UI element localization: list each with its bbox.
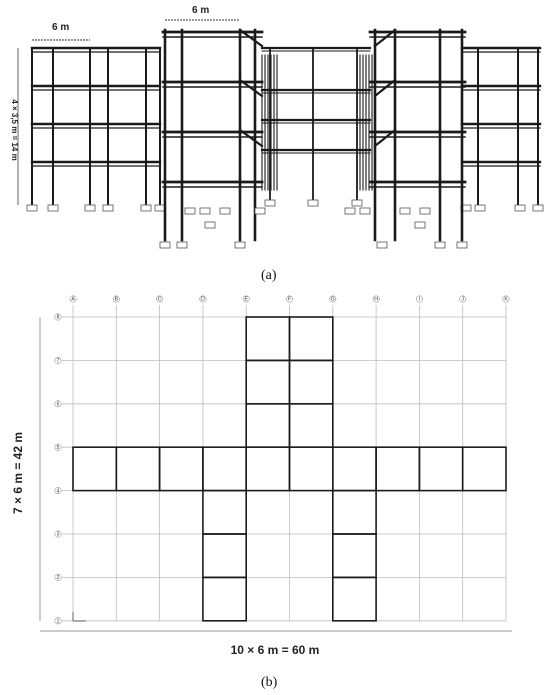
plan-grid-view bbox=[0, 290, 550, 690]
dimension-plan-height bbox=[11, 317, 40, 621]
grid-letter-label: F bbox=[287, 296, 292, 303]
building-bay bbox=[203, 534, 246, 577]
grid-letter-label: D bbox=[201, 296, 205, 303]
caption-a: (a) bbox=[261, 268, 277, 283]
footing bbox=[457, 242, 467, 248]
footing bbox=[308, 200, 318, 206]
footing bbox=[360, 208, 370, 214]
footing bbox=[265, 200, 275, 206]
footing bbox=[420, 208, 430, 214]
grid-bubbles bbox=[55, 296, 509, 625]
grid-number-label: 4 bbox=[56, 488, 60, 495]
grid-number-label: 5 bbox=[56, 444, 60, 451]
building-bay bbox=[246, 360, 289, 403]
grid-number-label: 7 bbox=[56, 358, 60, 365]
grid-number-label: 3 bbox=[56, 531, 60, 538]
grid-letter-label: H bbox=[374, 296, 378, 303]
building-bay bbox=[463, 447, 506, 490]
grid-letter-label: G bbox=[330, 296, 335, 303]
plan-width-label: 10 × 6 m = 60 m bbox=[230, 643, 320, 657]
grid-number-label: 8 bbox=[56, 314, 60, 321]
footing bbox=[352, 200, 362, 206]
footing bbox=[85, 205, 95, 211]
bay-width-label-left: 6 m bbox=[52, 22, 70, 33]
building-bay bbox=[333, 577, 376, 620]
grid-letter-label: J bbox=[461, 296, 464, 303]
footing bbox=[200, 208, 210, 214]
footing bbox=[255, 208, 265, 214]
footing bbox=[345, 208, 355, 214]
building-bay bbox=[203, 447, 246, 490]
building-bay bbox=[73, 447, 116, 490]
plan-height-label: 7 × 6 m = 42 m bbox=[11, 431, 25, 515]
frame-3d-view bbox=[0, 0, 550, 260]
dimension-plan-width bbox=[40, 631, 512, 657]
building-bay bbox=[290, 360, 333, 403]
building-bay bbox=[290, 317, 333, 360]
height-label-a: 4 × 3,5 m = 14 m bbox=[10, 99, 19, 161]
grid-lines bbox=[62, 305, 506, 621]
building-bay bbox=[333, 491, 376, 534]
grid-number-label: 1 bbox=[56, 618, 60, 625]
footing bbox=[103, 205, 113, 211]
building-bay bbox=[203, 577, 246, 620]
bay-width-label-center: 6 m bbox=[192, 5, 210, 16]
building-bay bbox=[290, 447, 333, 490]
grid-letter-label: B bbox=[114, 296, 118, 303]
footing bbox=[185, 208, 195, 214]
building-bay bbox=[419, 447, 462, 490]
footing bbox=[235, 242, 245, 248]
building-bay bbox=[290, 404, 333, 447]
building-bay bbox=[333, 447, 376, 490]
dimension-bay-center bbox=[165, 5, 240, 20]
grid-letter-label: I bbox=[418, 296, 421, 303]
building-bay bbox=[376, 447, 419, 490]
building-bay bbox=[333, 534, 376, 577]
building-bay bbox=[246, 317, 289, 360]
footing bbox=[141, 205, 151, 211]
dimension-bay-left bbox=[32, 22, 90, 40]
footing bbox=[27, 205, 37, 211]
grid-letter-label: K bbox=[504, 296, 508, 303]
dimension-height bbox=[10, 48, 19, 205]
frame-structure bbox=[27, 30, 543, 248]
building-bay bbox=[160, 447, 203, 490]
building-bay bbox=[203, 491, 246, 534]
footing bbox=[160, 242, 170, 248]
footing bbox=[400, 208, 410, 214]
footing bbox=[377, 242, 387, 248]
origin-mark bbox=[73, 612, 86, 621]
footing bbox=[415, 222, 425, 228]
footing bbox=[155, 205, 165, 211]
footing bbox=[177, 242, 187, 248]
building-bay bbox=[246, 447, 289, 490]
footing bbox=[475, 205, 485, 211]
footing bbox=[205, 222, 215, 228]
grid-letter-label: A bbox=[71, 296, 75, 303]
grid-number-label: 2 bbox=[56, 575, 60, 582]
footing bbox=[515, 205, 525, 211]
building-bay bbox=[246, 404, 289, 447]
footing bbox=[220, 208, 230, 214]
building-bay bbox=[116, 447, 159, 490]
grid-letter-label: E bbox=[244, 296, 248, 303]
footing bbox=[48, 205, 58, 211]
footing bbox=[533, 205, 543, 211]
footing bbox=[435, 242, 445, 248]
caption-b: (b) bbox=[261, 675, 278, 690]
grid-letter-label: C bbox=[157, 296, 162, 303]
grid-number-label: 6 bbox=[56, 401, 60, 408]
